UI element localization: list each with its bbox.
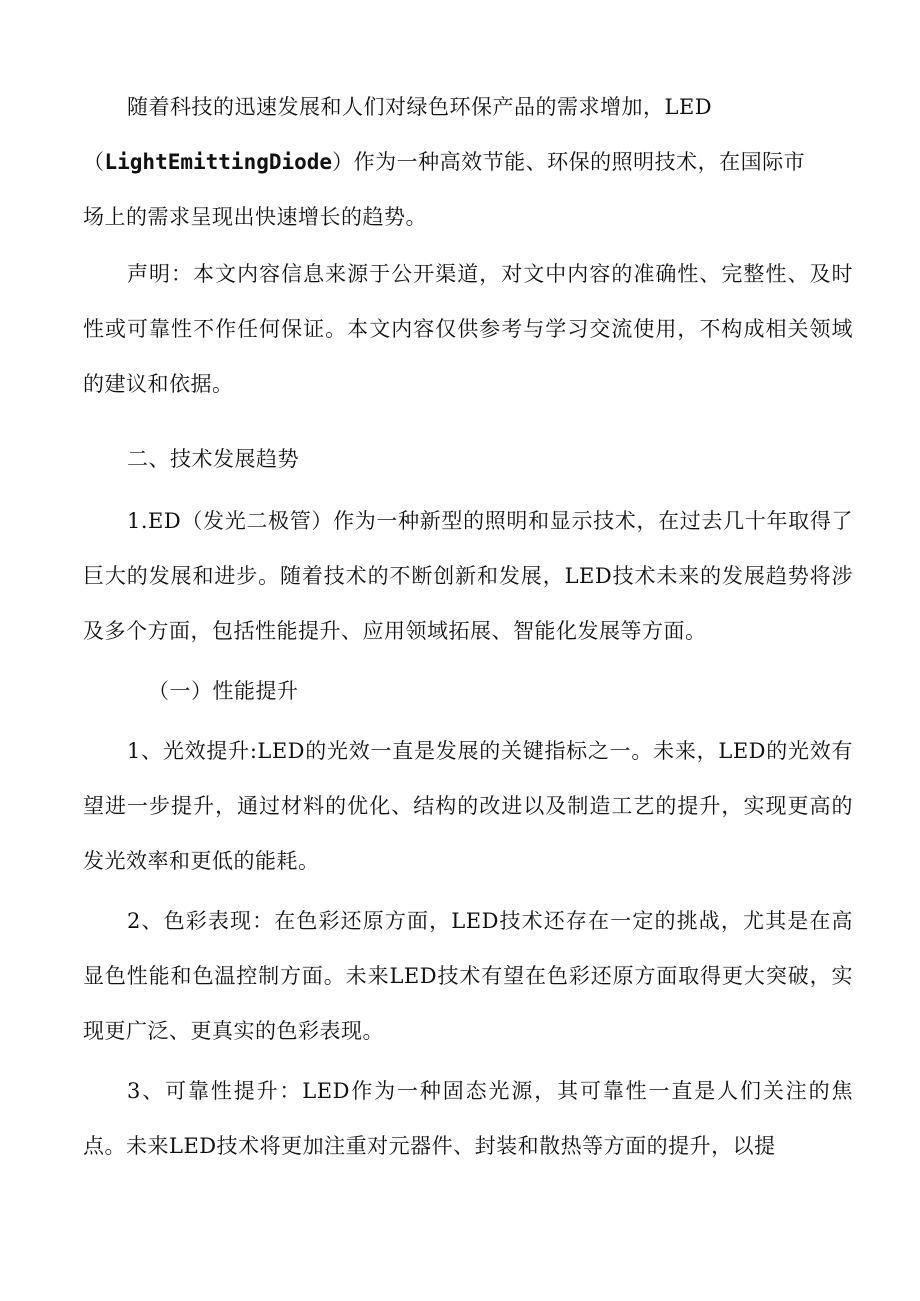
item-reliability: 3、可靠性提升：LED作为一种固态光源，其可靠性一直是人们关注的焦点。未来LED技术将更加注重对元器件、封装和散热等方面的提升，以提 (83, 1079, 853, 1158)
intro-line-3: 场上的需求呈现出快速增长的趋势。 (83, 205, 427, 229)
subsection-title: （一）性能提升 (148, 679, 299, 703)
item-light-efficiency: 1、光效提升:LED的光效一直是发展的关键指标之一。未来，LED的光效有望进一步提升，通过材料的优化、结构的改进以及制造工艺的提升，实现更高的发光效率和更低的能耗。 (83, 739, 853, 873)
intro-line-1: 随着科技的迅速发展和人们对绿色环保产品的需求增加，LED (127, 95, 713, 119)
intro-line-2-rest: ）作为一种高效节能、环保的照明技术，在国际市 (332, 150, 806, 174)
disclaimer-paragraph: 声明：本文内容信息来源于公开渠道，对文中内容的准确性、完整性、及时性或可靠性不作任何保证。本文内容仅供参考与学习交流使用，不构成相关领域的建议和依据。 (83, 262, 853, 396)
intro-term: LightEmittingDiode (104, 150, 333, 174)
intro-paren-open: （ (83, 150, 105, 174)
item-color-performance: 2、色彩表现：在色彩还原方面，LED技术还存在一定的挑战，尤其是在高显色性能和色温控制方面。未来LED技术有望在色彩还原方面取得更大突破，实现更广泛、更真实的色彩表现。 (83, 909, 853, 1043)
section-intro-paragraph: 1.ED（发光二极管）作为一种新型的照明和显示技术，在过去几十年取得了巨大的发展和进步。随着技术的不断创新和发展，LED技术未来的发展趋势将涉及多个方面，包括性能提升、应用领域拓展、智能化发展等方面。 (83, 509, 853, 643)
intro-paragraph (83, 80, 853, 245)
section-title: 二、技术发展趋势 (127, 447, 299, 471)
intro-line-2 (83, 135, 853, 190)
